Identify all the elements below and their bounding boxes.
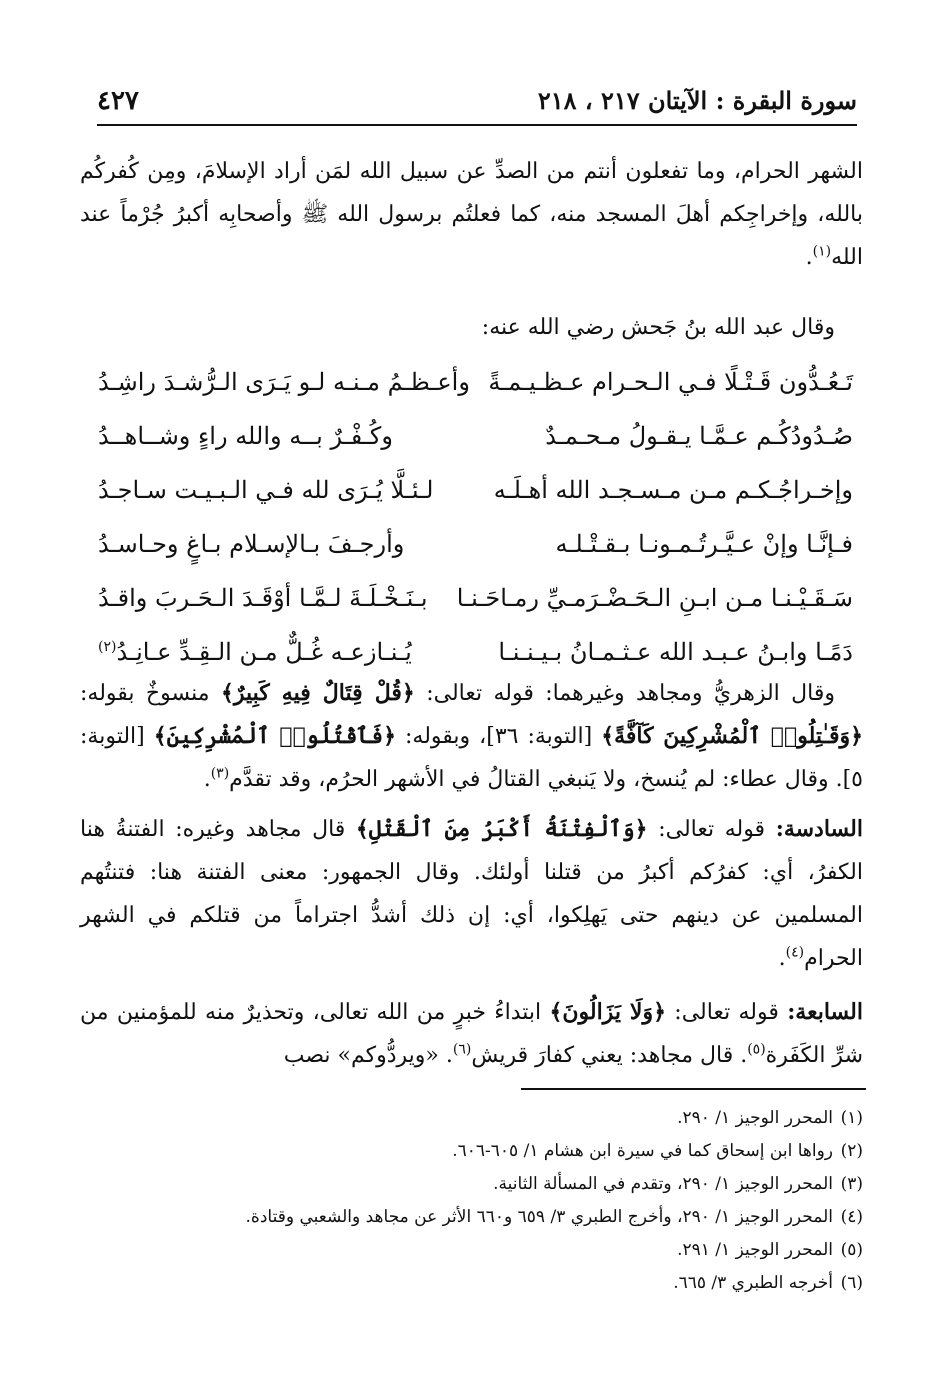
paragraph-text: [التوبة: ٣٦]، وبقوله: — [396, 724, 602, 749]
poem-intro-text: وقال عبد الله بنُ جَحش رضي الله عنه: — [481, 315, 835, 340]
footnote-ref-4: (٤) — [785, 944, 805, 961]
verse-second-hemistich: وأعـظـمُ مـنـه لـو يَـرَى الـرُّشـدَ راشِـدُ — [98, 368, 470, 396]
poem-verse — [80, 409, 863, 463]
footnote-item — [200, 1102, 863, 1135]
paragraph-text: قال مجاهد وغيره: الفتنةُ هنا الكفرُ، أي: كفرُكم أكبرُ من قتلنا أولئك. وقال الجمهور: معنى الفتنة هنا: فتنتُهم المسلمين عن دينهم حتى يَهلِكوا، أي: إن ذلك أشدُّ اجتراماً من قتلكم في الشهر الحرام — [80, 817, 863, 971]
quran-quote: ﴿وَقَـٰتِلُوا۟ ٱلْمُشْرِكِينَ كَآفَّةً﴾ — [601, 723, 863, 749]
verse-second-hemistich: وأرجـفَ بـالإسـلام بـاغٍ وحـاسـدُ — [98, 530, 405, 558]
footnote-item — [200, 1168, 863, 1201]
footnote-text: المحرر الوجيز ١/ ٢٩١. — [677, 1240, 833, 1260]
paragraph-text: ابتداءُ خبرٍ من الله تعالى، وتحذيرٌ منه للمؤمنين من شرِّ الكَفَرة — [80, 1000, 863, 1068]
verse-second-hemistich: لـئـلَّا يُـرَى لله فـي الـبـيـت سـاجـدُ — [98, 476, 434, 504]
footnote-text: المحرر الوجيز ١/ ٢٩٠، وتقدم في المسألة الثانية. — [493, 1174, 833, 1194]
footnote-ref-1: (١) — [812, 243, 832, 260]
paragraph-seventh-issue — [80, 991, 863, 1077]
footnote-number: (٤) — [840, 1207, 863, 1227]
paragraph-top: الشهر الحرام، وما تفعلون أنتم من الصدِّ عن سبيل الله لمَن أراد الإسلامَ، ومِن كُفركُم بالله، وإخراجِكم أهلَ المسجد منه، كما فعلتُم برسول الله ﷺ وأصحابِه أكبرُ جُرْماً عند الله$^{(١)}$. — [80, 159, 863, 270]
footnote-item — [200, 1234, 863, 1267]
footnote-ref-3: (٣) — [210, 765, 230, 782]
verse-first-hemistich: صُـدُودُكُـم عـمَّـا يـقـولُ مـحـمـدٌ — [545, 422, 853, 450]
verse-first-hemistich: فـإنَّـا وإنْ عـيَّـرتُـمـونـا بـقـتْـلـه — [555, 530, 853, 558]
footnote-item — [200, 1267, 863, 1300]
paragraph-text: . «ويردُّوكم» نصب — [283, 1043, 453, 1068]
poem-verse — [80, 625, 863, 679]
verse-second-hemistich: وكُـفْـرٌ بــه والله راءٍ وشــاهــدُ — [98, 422, 393, 450]
footnote-text: المحرر الوجيز ١/ ٢٩٠. — [677, 1108, 833, 1128]
footnote-divider — [521, 1088, 866, 1090]
verse-second-hemistich-text: يُـنـازعـه غُـلٌّ مـن الـقِـدِّ عـانِـدُ — [116, 638, 412, 666]
verse-second-hemistich: بـنَـخْـلَـةَ لـمَّـا أوْقَـدَ الـحَـربَ واقـدُ — [98, 584, 428, 612]
poem-intro — [80, 306, 863, 349]
surah-title: سورة البقرة : الآيتان ٢١٧ ، ٢١٨ — [537, 86, 857, 115]
quran-quote: ﴿فَٱقْتُلُوا۟ ٱلْمُشْرِكِينَ﴾ — [153, 723, 397, 749]
verse-first-hemistich: سَـقَـيْـنـا مـن ابـنِ الـحَـضْـرَمـيِّ رمـاحَـنـا — [456, 584, 853, 612]
paragraph-sixth-issue: السادسة: قوله تعالى: ﴿وَٱلْفِتْنَةُ أَكْبَرُ مِنَ ٱلْقَتْلِ﴾ قال مجاهد وغيره: الفتنةُ هنا الكفرُ، أي: كفرُكم أكبرُ من قتلنا أولئك. وقال الجمهور: معنى الفتنة هنا: فتنتُهم المسلمين عن دينهم حتى يَهلِكوا، أي: إن ذلك أشدُّ اجتراماً من قتلكم في الشهر الحرام$^{(٤)}$. — [80, 816, 863, 971]
paragraph-zuhri: وقال الزهريُّ ومجاهد وغيرهما: قوله تعالى: ﴿قُلْ قِتَالٌ فِيهِ كَبِيرٌ﴾ منسوخٌ بقوله: ﴿وَقَـٰتِلُوا۟ ٱلْمُشْرِكِينَ كَآفَّةً﴾ [التوبة: ٣٦]، وبقوله: ﴿فَٱقْتُلُوا۟ ٱلْمُشْرِكِينَ﴾ [التوبة: ٥]. وقال عطاء: لم يُنسخ، ولا يَنبغي القتالُ في الأشهر الحرُم، وقد تقدَّم$^{(٣)}$. — [80, 680, 863, 792]
footnote-ref-6: (٦) — [452, 1041, 472, 1058]
footnote-item — [200, 1201, 863, 1234]
footnote-text: المحرر الوجيز ١/ ٢٩٠، وأخرج الطبري ٣/ ٦٥٩ و٦٦٠ الأثر عن مجاهد والشعبي وقتادة. — [245, 1207, 833, 1227]
quran-quote: ﴿وَلَا يَزَالُونَ﴾ — [549, 999, 666, 1025]
issue-heading: السادسة: — [775, 816, 863, 842]
verse-first-hemistich: دَمًـا وابـنُ عـبـد الله عـثـمـانُ بـيـنـنـا — [498, 638, 853, 666]
page-header — [97, 78, 857, 126]
poem-verse — [80, 355, 863, 409]
footnote-ref-5: (٥) — [747, 1041, 766, 1058]
issue-heading: السابعة: — [787, 999, 863, 1025]
footnote-text: رواها ابن إسحاق كما في سيرة ابن هشام ١/ ٦٠٥-٦٠٦. — [452, 1141, 833, 1161]
footnote-number: (٣) — [840, 1174, 863, 1194]
footnote-text: أخرجه الطبري ٣/ ٦٦٥. — [673, 1273, 833, 1293]
paragraph-text: قوله تعالى: — [647, 817, 776, 842]
paragraph-top-text: الشهر الحرام، وما تفعلون أنتم من الصدِّ عن سبيل الله لمَن أراد الإسلامَ، ومِن كُفركُم بالله، وإخراجِكم أهلَ المسجد منه، كما فعلتُم برسول الله ﷺ وأصحابِه أكبرُ جُرْماً عند الله — [80, 159, 863, 270]
footnote-number: (٥) — [840, 1240, 863, 1260]
paragraph-text: منسوخٌ بقوله: — [80, 681, 221, 706]
paragraph-text: . قال مجاهد: يعني كفارَ قريش — [471, 1043, 748, 1068]
poem-verse — [80, 517, 863, 571]
paragraph-text: [التوبة: ٥]. وقال عطاء: لم يُنسخ، ولا يَنبغي القتالُ في الأشهر الحرُم، وقد تقدَّم — [80, 724, 863, 792]
verse-first-hemistich: وإخـراجُـكـم مـن مـسـجـد الله أهـلَـه — [493, 476, 853, 504]
poem-verse — [80, 571, 863, 625]
footnote-item — [200, 1135, 863, 1168]
verse-first-hemistich: تَـعُـدُّون قَـتْـلًا فـي الـحـرام عـظـيـمـةً — [488, 368, 853, 396]
paragraph-text: قوله تعالى: — [665, 1000, 788, 1025]
footnote-ref-2: (٢) — [98, 639, 117, 655]
poem — [80, 355, 863, 679]
quran-quote: ﴿قُلْ قِتَالٌ فِيهِ كَبِيرٌ﴾ — [220, 680, 415, 706]
verse-second-hemistich — [80, 638, 476, 666]
poem-verse — [80, 463, 863, 517]
footnote-number: (١) — [840, 1108, 863, 1128]
footnote-number: (٦) — [840, 1273, 863, 1293]
page-number: ٤٢٧ — [97, 86, 139, 116]
footnotes — [200, 1102, 863, 1300]
paragraph-text: وقال الزهريُّ ومجاهد وغيرهما: قوله تعالى: — [414, 681, 836, 706]
quran-quote: ﴿وَٱلْفِتْنَةُ أَكْبَرُ مِنَ ٱلْقَتْلِ﴾ — [355, 816, 648, 842]
footnote-number: (٢) — [840, 1141, 863, 1161]
